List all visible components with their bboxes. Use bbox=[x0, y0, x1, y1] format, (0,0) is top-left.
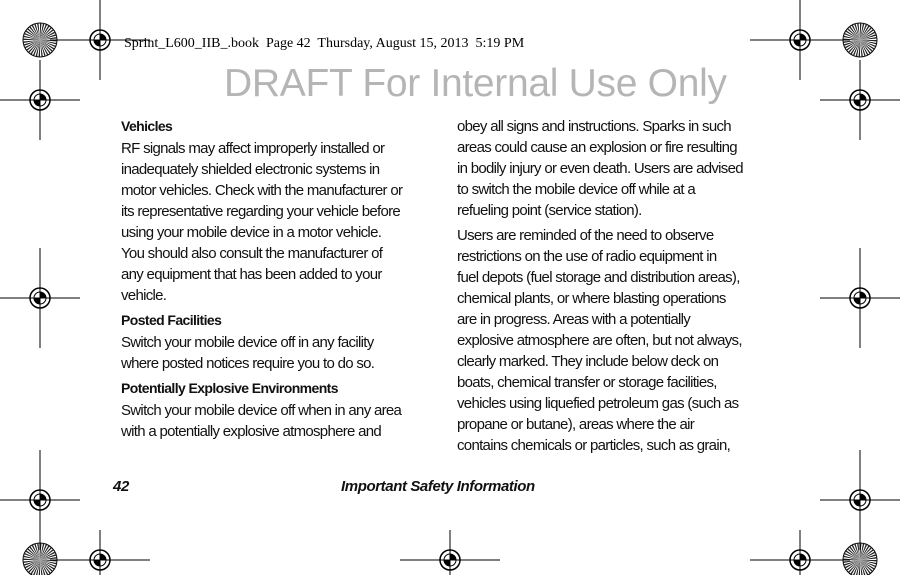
running-header: Sprint_L600_IIB_.book Page 42 Thursday, August 15, 2013 5:19 PM bbox=[124, 36, 525, 51]
text-line: motor vehicles. Check with the manufacturer or bbox=[121, 182, 403, 199]
text-line: vehicles using liquefied petroleum gas (such as bbox=[457, 395, 739, 412]
text-line: chemical plants, or where blasting operations bbox=[457, 290, 726, 307]
page-number: 42 bbox=[113, 478, 129, 495]
paragraph bbox=[457, 225, 777, 456]
crosshair-mark-icon bbox=[0, 248, 80, 348]
text-line: Users are reminded of the need to observe bbox=[457, 227, 714, 244]
section-heading bbox=[121, 310, 441, 331]
text-line: Switch your mobile device off in any facility bbox=[121, 334, 374, 351]
text-line: propane or butane), areas where the air bbox=[457, 416, 695, 433]
crosshair-mark-icon bbox=[820, 248, 900, 348]
footer-title: Important Safety Information bbox=[341, 478, 535, 495]
crosshair-mark-icon bbox=[400, 530, 500, 575]
paragraph bbox=[121, 400, 441, 442]
text-line: in bodily injury or even death. Users are advised bbox=[457, 160, 743, 177]
text-line: boats, chemical transfer or storage facilities, bbox=[457, 374, 717, 391]
section-heading bbox=[121, 378, 441, 399]
crosshair-mark-icon bbox=[750, 0, 850, 80]
crosshair-mark-icon bbox=[820, 60, 900, 140]
text-line: fuel depots (fuel storage and distribution areas), bbox=[457, 269, 740, 286]
text-line: obey all signs and instructions. Sparks in such bbox=[457, 118, 731, 135]
text-line: Switch your mobile device off when in any area bbox=[121, 402, 402, 419]
text-line: areas could cause an explosion or fire resulting bbox=[457, 139, 737, 156]
text-line: its representative regarding your vehicle before bbox=[121, 203, 401, 220]
crosshair-mark-icon bbox=[750, 530, 850, 575]
text-line: Potentially Explosive Environments bbox=[121, 380, 338, 396]
text-line: refueling point (service station). bbox=[457, 202, 642, 219]
right-column bbox=[457, 116, 777, 460]
crosshair-mark-icon bbox=[0, 60, 80, 140]
text-line: vehicle. bbox=[121, 287, 167, 304]
text-line: RF signals may affect improperly installed or bbox=[121, 140, 385, 157]
crosshair-mark-icon bbox=[0, 450, 80, 550]
text-line: You should also consult the manufacturer of bbox=[121, 245, 383, 262]
text-line: with a potentially explosive atmosphere and bbox=[121, 423, 382, 440]
text-line: where posted notices require you to do so. bbox=[121, 355, 375, 372]
paragraph bbox=[457, 116, 777, 221]
text-line: restrictions on the use of radio equipment in bbox=[457, 248, 717, 265]
draft-watermark: DRAFT For Internal Use Only bbox=[224, 62, 727, 105]
text-line: using your mobile device in a motor vehicle. bbox=[121, 224, 382, 241]
text-line: explosive atmosphere are often, but not always, bbox=[457, 332, 742, 349]
text-line: Vehicles bbox=[121, 118, 173, 134]
text-line: are in progress. Areas with a potentially bbox=[457, 311, 691, 328]
left-column bbox=[121, 116, 441, 446]
crosshair-mark-icon bbox=[820, 450, 900, 550]
paragraph bbox=[121, 332, 441, 374]
text-line: inadequately shielded electronic systems in bbox=[121, 161, 380, 178]
paragraph bbox=[121, 138, 441, 306]
text-line: Posted Facilities bbox=[121, 312, 222, 328]
section-heading bbox=[121, 116, 441, 137]
text-line: contains chemicals or particles, such as grain, bbox=[457, 437, 731, 454]
text-line: clearly marked. They include below deck on bbox=[457, 353, 719, 370]
text-line: any equipment that has been added to your bbox=[121, 266, 382, 283]
crosshair-mark-icon bbox=[50, 530, 150, 575]
text-line: to switch the mobile device off while at a bbox=[457, 181, 695, 198]
